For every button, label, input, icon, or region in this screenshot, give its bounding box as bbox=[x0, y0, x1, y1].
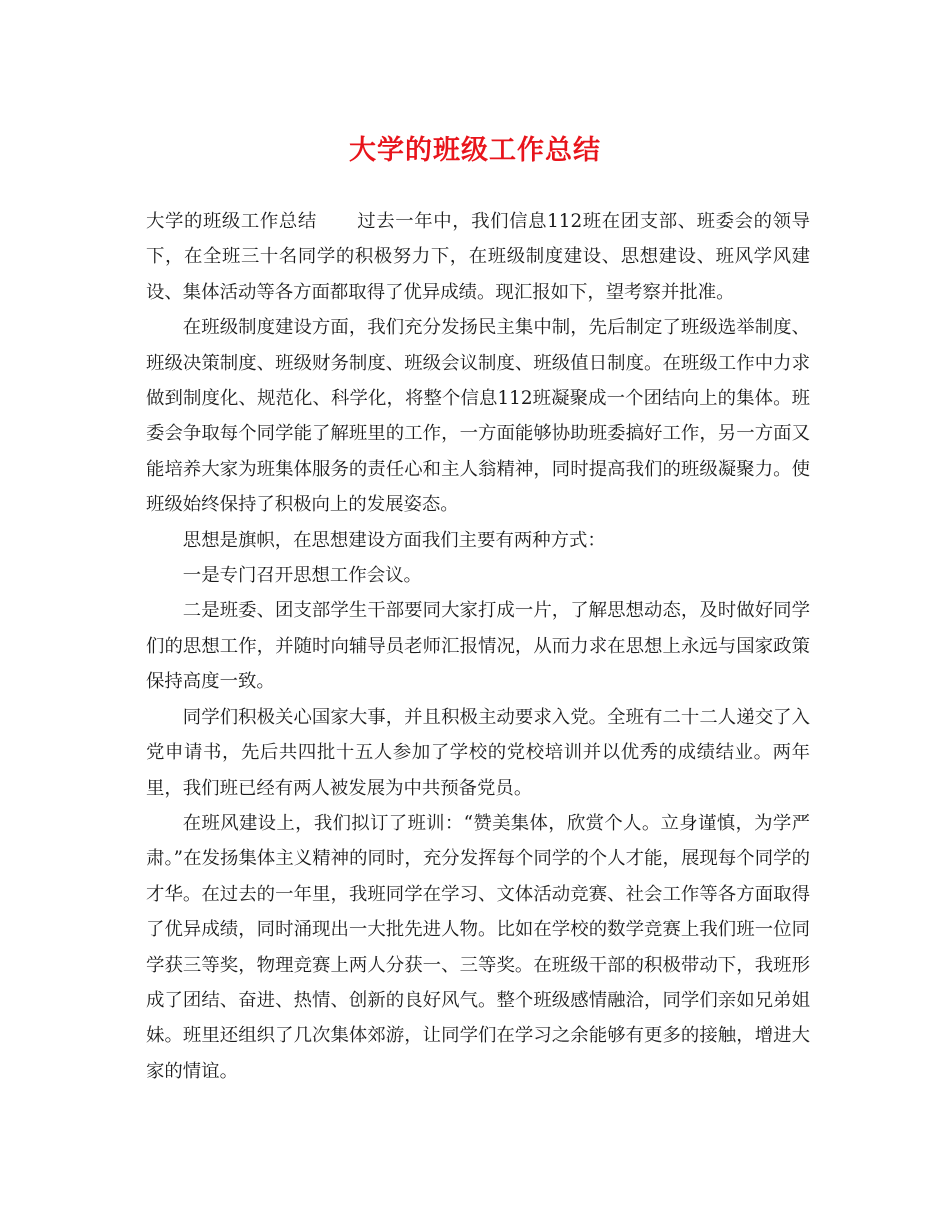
document-body bbox=[146, 204, 810, 1089]
paragraph-method-two: 二是班委、团支部学生干部要同大家打成一片，了解思想动态，及时做好同学们的思想工作，并随时向辅导员老师汇报情况，从而力求在思想上永远与国家政策保持高度一致。 bbox=[146, 600, 810, 693]
lead-title: 大学的班级工作总结 bbox=[146, 211, 317, 232]
paragraph-thought: 思想是旗帜，在思想建设方面我们主要有两种方式： bbox=[182, 529, 606, 551]
paragraph-class-style: 在班风建设上，我们拟订了班训：“赞美集体，欣赏个人。立身谨慎，为学严肃。”在发扬集体主义精神的同时，充分发挥每个同学的个人才能，展现每个同学的才华。在过去的一年里，我班同学在学习、文体活动竞赛、社会工作等各方面取得了优异成绩，同时涌现出一大批先进人物。比如在学校的数学竞赛上我们班一位同学获三等奖，物理竞赛上两人分获一、三等奖。在班级干部的积极带动下，我班形成了团结、奋进、热情、创新的良好风气。整个班级感情融洽，同学们亲如兄弟姐妹。班里还组织了几次集体郊游，让同学们在学习之余能够有更多的接触，增进大家的情谊。 bbox=[146, 812, 810, 1082]
paragraph-party: 同学们积极关心国家大事，并且积极主动要求入党。全班有二十二人递交了入党申请书，先后共四批十五人参加了学校的党校培训并以优秀的成绩结业。两年里，我们班已经有两人被发展为中共预备党员。 bbox=[146, 706, 810, 799]
paragraph-intro-text: 过去一年中，我们信息112班在团支部、班委会的领导下，在全班三十名同学的积极努力下，在班级制度建设、思想建设、班风学风建设、集体活动等各方面都取得了优异成绩。现汇报如下，望考察并批准。 bbox=[146, 211, 810, 303]
document-title: 大学的班级工作总结 bbox=[349, 135, 601, 166]
paragraph-method-one: 一是专门召开思想工作会议。 bbox=[182, 565, 422, 587]
paragraph-intro bbox=[146, 204, 810, 310]
paragraph-system: 在班级制度建设方面，我们充分发扬民主集中制，先后制定了班级选举制度、班级决策制度、班级财务制度、班级会议制度、班级值日制度。在班级工作中力求做到制度化、规范化、科学化，将整个信息112班凝聚成一个团结向上的集体。班委会争取每个同学能了解班里的工作，一方面能够协助班委搞好工作，另一方面又能培养大家为班集体服务的责任心和主人翁精神，同时提高我们的班级凝聚力。使班级始终保持了积极向上的发展姿态。 bbox=[146, 317, 810, 516]
